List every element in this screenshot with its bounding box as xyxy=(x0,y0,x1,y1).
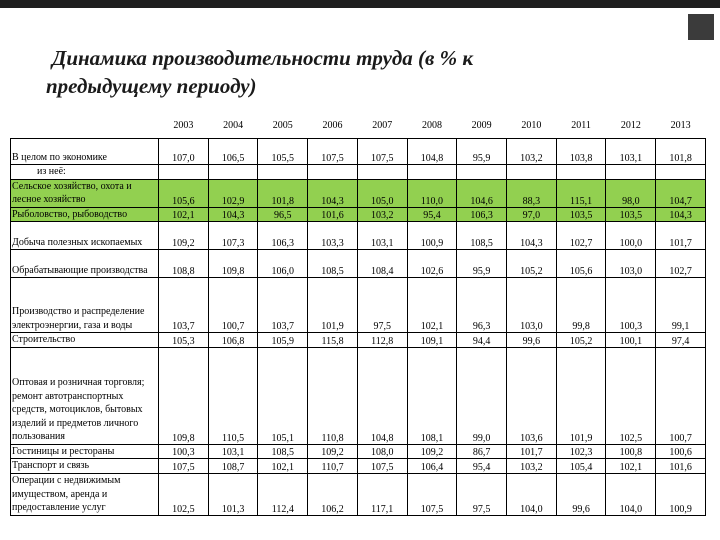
value-cell: 97,5 xyxy=(457,473,507,515)
row-label: Обрабатывающие производства xyxy=(11,250,159,278)
table-row xyxy=(11,459,706,474)
value-cell: 100,3 xyxy=(159,444,209,459)
value-cell xyxy=(407,165,457,180)
value-cell: 101,6 xyxy=(308,207,358,222)
value-cell: 106,2 xyxy=(308,473,358,515)
value-cell xyxy=(159,165,209,180)
value-cell: 108,4 xyxy=(357,250,407,278)
value-cell: 103,0 xyxy=(507,278,557,333)
value-cell xyxy=(308,165,358,180)
value-cell: 102,1 xyxy=(606,459,656,474)
value-cell: 107,5 xyxy=(308,139,358,165)
value-cell: 100,3 xyxy=(606,278,656,333)
value-cell: 99,8 xyxy=(556,278,606,333)
year-header: 2009 xyxy=(457,113,507,139)
row-label: Рыболовство, рыбоводство xyxy=(11,207,159,222)
value-cell: 101,6 xyxy=(656,459,706,474)
value-cell: 100,7 xyxy=(656,347,706,444)
value-cell: 110,7 xyxy=(308,459,358,474)
value-cell: 110,5 xyxy=(208,347,258,444)
value-cell: 108,5 xyxy=(457,222,507,250)
value-cell: 106,0 xyxy=(258,250,308,278)
value-cell: 101,7 xyxy=(507,444,557,459)
value-cell: 105,2 xyxy=(507,250,557,278)
row-label: из неё: xyxy=(11,165,159,180)
value-cell xyxy=(556,165,606,180)
row-label: Производство и распределение электроэнергии, газа и воды xyxy=(11,278,159,333)
value-cell: 105,2 xyxy=(556,333,606,348)
value-cell: 107,5 xyxy=(159,459,209,474)
value-cell: 104,8 xyxy=(357,347,407,444)
value-cell: 112,4 xyxy=(258,473,308,515)
header-blank-cell xyxy=(11,113,159,139)
value-cell: 109,2 xyxy=(308,444,358,459)
value-cell: 106,3 xyxy=(457,207,507,222)
row-label: Гостиницы и рестораны xyxy=(11,444,159,459)
page-title xyxy=(46,44,606,100)
table-row xyxy=(11,139,706,165)
header-row xyxy=(11,113,706,139)
value-cell: 98,0 xyxy=(606,179,656,207)
value-cell: 103,6 xyxy=(507,347,557,444)
value-cell: 117,1 xyxy=(357,473,407,515)
value-cell: 108,5 xyxy=(308,250,358,278)
table-row xyxy=(11,444,706,459)
year-header: 2012 xyxy=(606,113,656,139)
row-label: Добыча полезных ископаемых xyxy=(11,222,159,250)
value-cell: 104,0 xyxy=(507,473,557,515)
value-cell xyxy=(507,165,557,180)
year-header: 2006 xyxy=(308,113,358,139)
row-label: Операции с недвижимым имуществом, аренда и предоставление услуг xyxy=(11,473,159,515)
table-row xyxy=(11,250,706,278)
value-cell: 97,5 xyxy=(357,278,407,333)
value-cell: 109,8 xyxy=(208,250,258,278)
value-cell: 107,0 xyxy=(159,139,209,165)
value-cell: 105,6 xyxy=(159,179,209,207)
value-cell: 96,5 xyxy=(258,207,308,222)
value-cell: 106,5 xyxy=(208,139,258,165)
value-cell: 109,2 xyxy=(159,222,209,250)
value-cell xyxy=(656,165,706,180)
value-cell: 109,8 xyxy=(159,347,209,444)
value-cell: 103,8 xyxy=(556,139,606,165)
year-header: 2005 xyxy=(258,113,308,139)
value-cell: 103,3 xyxy=(308,222,358,250)
year-header: 2007 xyxy=(357,113,407,139)
row-label: Строительство xyxy=(11,333,159,348)
table-row xyxy=(11,347,706,444)
value-cell xyxy=(208,165,258,180)
value-cell: 100,9 xyxy=(407,222,457,250)
value-cell: 109,2 xyxy=(407,444,457,459)
value-cell: 101,3 xyxy=(208,473,258,515)
value-cell: 99,1 xyxy=(656,278,706,333)
value-cell: 86,7 xyxy=(457,444,507,459)
value-cell: 110,8 xyxy=(308,347,358,444)
value-cell: 106,4 xyxy=(407,459,457,474)
value-cell: 102,7 xyxy=(656,250,706,278)
value-cell: 100,7 xyxy=(208,278,258,333)
value-cell: 115,8 xyxy=(308,333,358,348)
value-cell: 103,2 xyxy=(357,207,407,222)
table-row xyxy=(11,179,706,207)
value-cell: 103,1 xyxy=(357,222,407,250)
value-cell: 106,3 xyxy=(258,222,308,250)
value-cell: 104,3 xyxy=(308,179,358,207)
value-cell: 104,3 xyxy=(507,222,557,250)
value-cell: 103,0 xyxy=(606,250,656,278)
value-cell: 103,5 xyxy=(556,207,606,222)
value-cell: 99,6 xyxy=(507,333,557,348)
value-cell: 100,0 xyxy=(606,222,656,250)
value-cell: 100,1 xyxy=(606,333,656,348)
value-cell xyxy=(258,165,308,180)
value-cell: 115,1 xyxy=(556,179,606,207)
value-cell: 107,5 xyxy=(357,139,407,165)
value-cell: 103,2 xyxy=(507,139,557,165)
value-cell: 109,1 xyxy=(407,333,457,348)
year-header: 2010 xyxy=(507,113,557,139)
value-cell: 99,0 xyxy=(457,347,507,444)
value-cell: 102,5 xyxy=(159,473,209,515)
value-cell: 102,1 xyxy=(258,459,308,474)
table-row xyxy=(11,207,706,222)
value-cell: 104,8 xyxy=(407,139,457,165)
value-cell: 107,5 xyxy=(357,459,407,474)
value-cell: 99,6 xyxy=(556,473,606,515)
value-cell: 105,5 xyxy=(258,139,308,165)
table-row xyxy=(11,278,706,333)
value-cell: 103,1 xyxy=(208,444,258,459)
value-cell: 95,9 xyxy=(457,139,507,165)
value-cell: 94,4 xyxy=(457,333,507,348)
table-row xyxy=(11,165,706,180)
value-cell: 88,3 xyxy=(507,179,557,207)
value-cell: 101,9 xyxy=(556,347,606,444)
value-cell: 102,7 xyxy=(556,222,606,250)
row-label: В целом по экономике xyxy=(11,139,159,165)
value-cell: 107,3 xyxy=(208,222,258,250)
value-cell: 108,0 xyxy=(357,444,407,459)
top-decoration-bar xyxy=(0,0,720,8)
value-cell: 108,5 xyxy=(258,444,308,459)
value-cell: 95,4 xyxy=(407,207,457,222)
value-cell: 103,7 xyxy=(258,278,308,333)
row-label: Сельское хозяйство, охота и лесное хозяйство xyxy=(11,179,159,207)
year-header: 2004 xyxy=(208,113,258,139)
title-line-2: предыдущему периоду) xyxy=(46,74,257,98)
value-cell: 105,6 xyxy=(556,250,606,278)
value-cell: 104,7 xyxy=(656,179,706,207)
title-line-1: Динамика производительности труда (в % к xyxy=(52,46,474,70)
value-cell: 96,3 xyxy=(457,278,507,333)
value-cell: 103,1 xyxy=(606,139,656,165)
value-cell: 101,7 xyxy=(656,222,706,250)
value-cell xyxy=(606,165,656,180)
value-cell: 105,3 xyxy=(159,333,209,348)
value-cell xyxy=(457,165,507,180)
value-cell: 102,5 xyxy=(606,347,656,444)
value-cell: 103,7 xyxy=(159,278,209,333)
value-cell: 103,2 xyxy=(507,459,557,474)
value-cell xyxy=(357,165,407,180)
productivity-table xyxy=(10,113,706,516)
value-cell: 104,3 xyxy=(208,207,258,222)
value-cell: 112,8 xyxy=(357,333,407,348)
row-label: Транспорт и связь xyxy=(11,459,159,474)
value-cell: 106,8 xyxy=(208,333,258,348)
value-cell: 100,6 xyxy=(656,444,706,459)
value-cell: 95,4 xyxy=(457,459,507,474)
value-cell: 102,1 xyxy=(159,207,209,222)
table-row xyxy=(11,473,706,515)
value-cell: 100,8 xyxy=(606,444,656,459)
value-cell: 102,9 xyxy=(208,179,258,207)
year-header: 2008 xyxy=(407,113,457,139)
corner-decoration-square xyxy=(688,14,714,40)
value-cell: 108,8 xyxy=(159,250,209,278)
row-label: Оптовая и розничная торговля; ремонт автотранспортных средств, мотоциклов, бытовых изделий и предметов личного пользования xyxy=(11,347,159,444)
value-cell: 95,9 xyxy=(457,250,507,278)
year-header: 2013 xyxy=(656,113,706,139)
value-cell: 101,9 xyxy=(308,278,358,333)
value-cell: 97,0 xyxy=(507,207,557,222)
value-cell: 102,1 xyxy=(407,278,457,333)
value-cell: 102,3 xyxy=(556,444,606,459)
value-cell: 105,9 xyxy=(258,333,308,348)
value-cell: 105,0 xyxy=(357,179,407,207)
value-cell: 101,8 xyxy=(258,179,308,207)
value-cell: 100,9 xyxy=(656,473,706,515)
value-cell: 108,1 xyxy=(407,347,457,444)
value-cell: 103,5 xyxy=(606,207,656,222)
value-cell: 104,6 xyxy=(457,179,507,207)
value-cell: 104,3 xyxy=(656,207,706,222)
table-row xyxy=(11,222,706,250)
value-cell: 105,4 xyxy=(556,459,606,474)
value-cell: 102,6 xyxy=(407,250,457,278)
value-cell: 105,1 xyxy=(258,347,308,444)
value-cell: 104,0 xyxy=(606,473,656,515)
year-header: 2003 xyxy=(159,113,209,139)
value-cell: 107,5 xyxy=(407,473,457,515)
value-cell: 101,8 xyxy=(656,139,706,165)
value-cell: 97,4 xyxy=(656,333,706,348)
value-cell: 108,7 xyxy=(208,459,258,474)
value-cell: 110,0 xyxy=(407,179,457,207)
table-row xyxy=(11,333,706,348)
year-header: 2011 xyxy=(556,113,606,139)
